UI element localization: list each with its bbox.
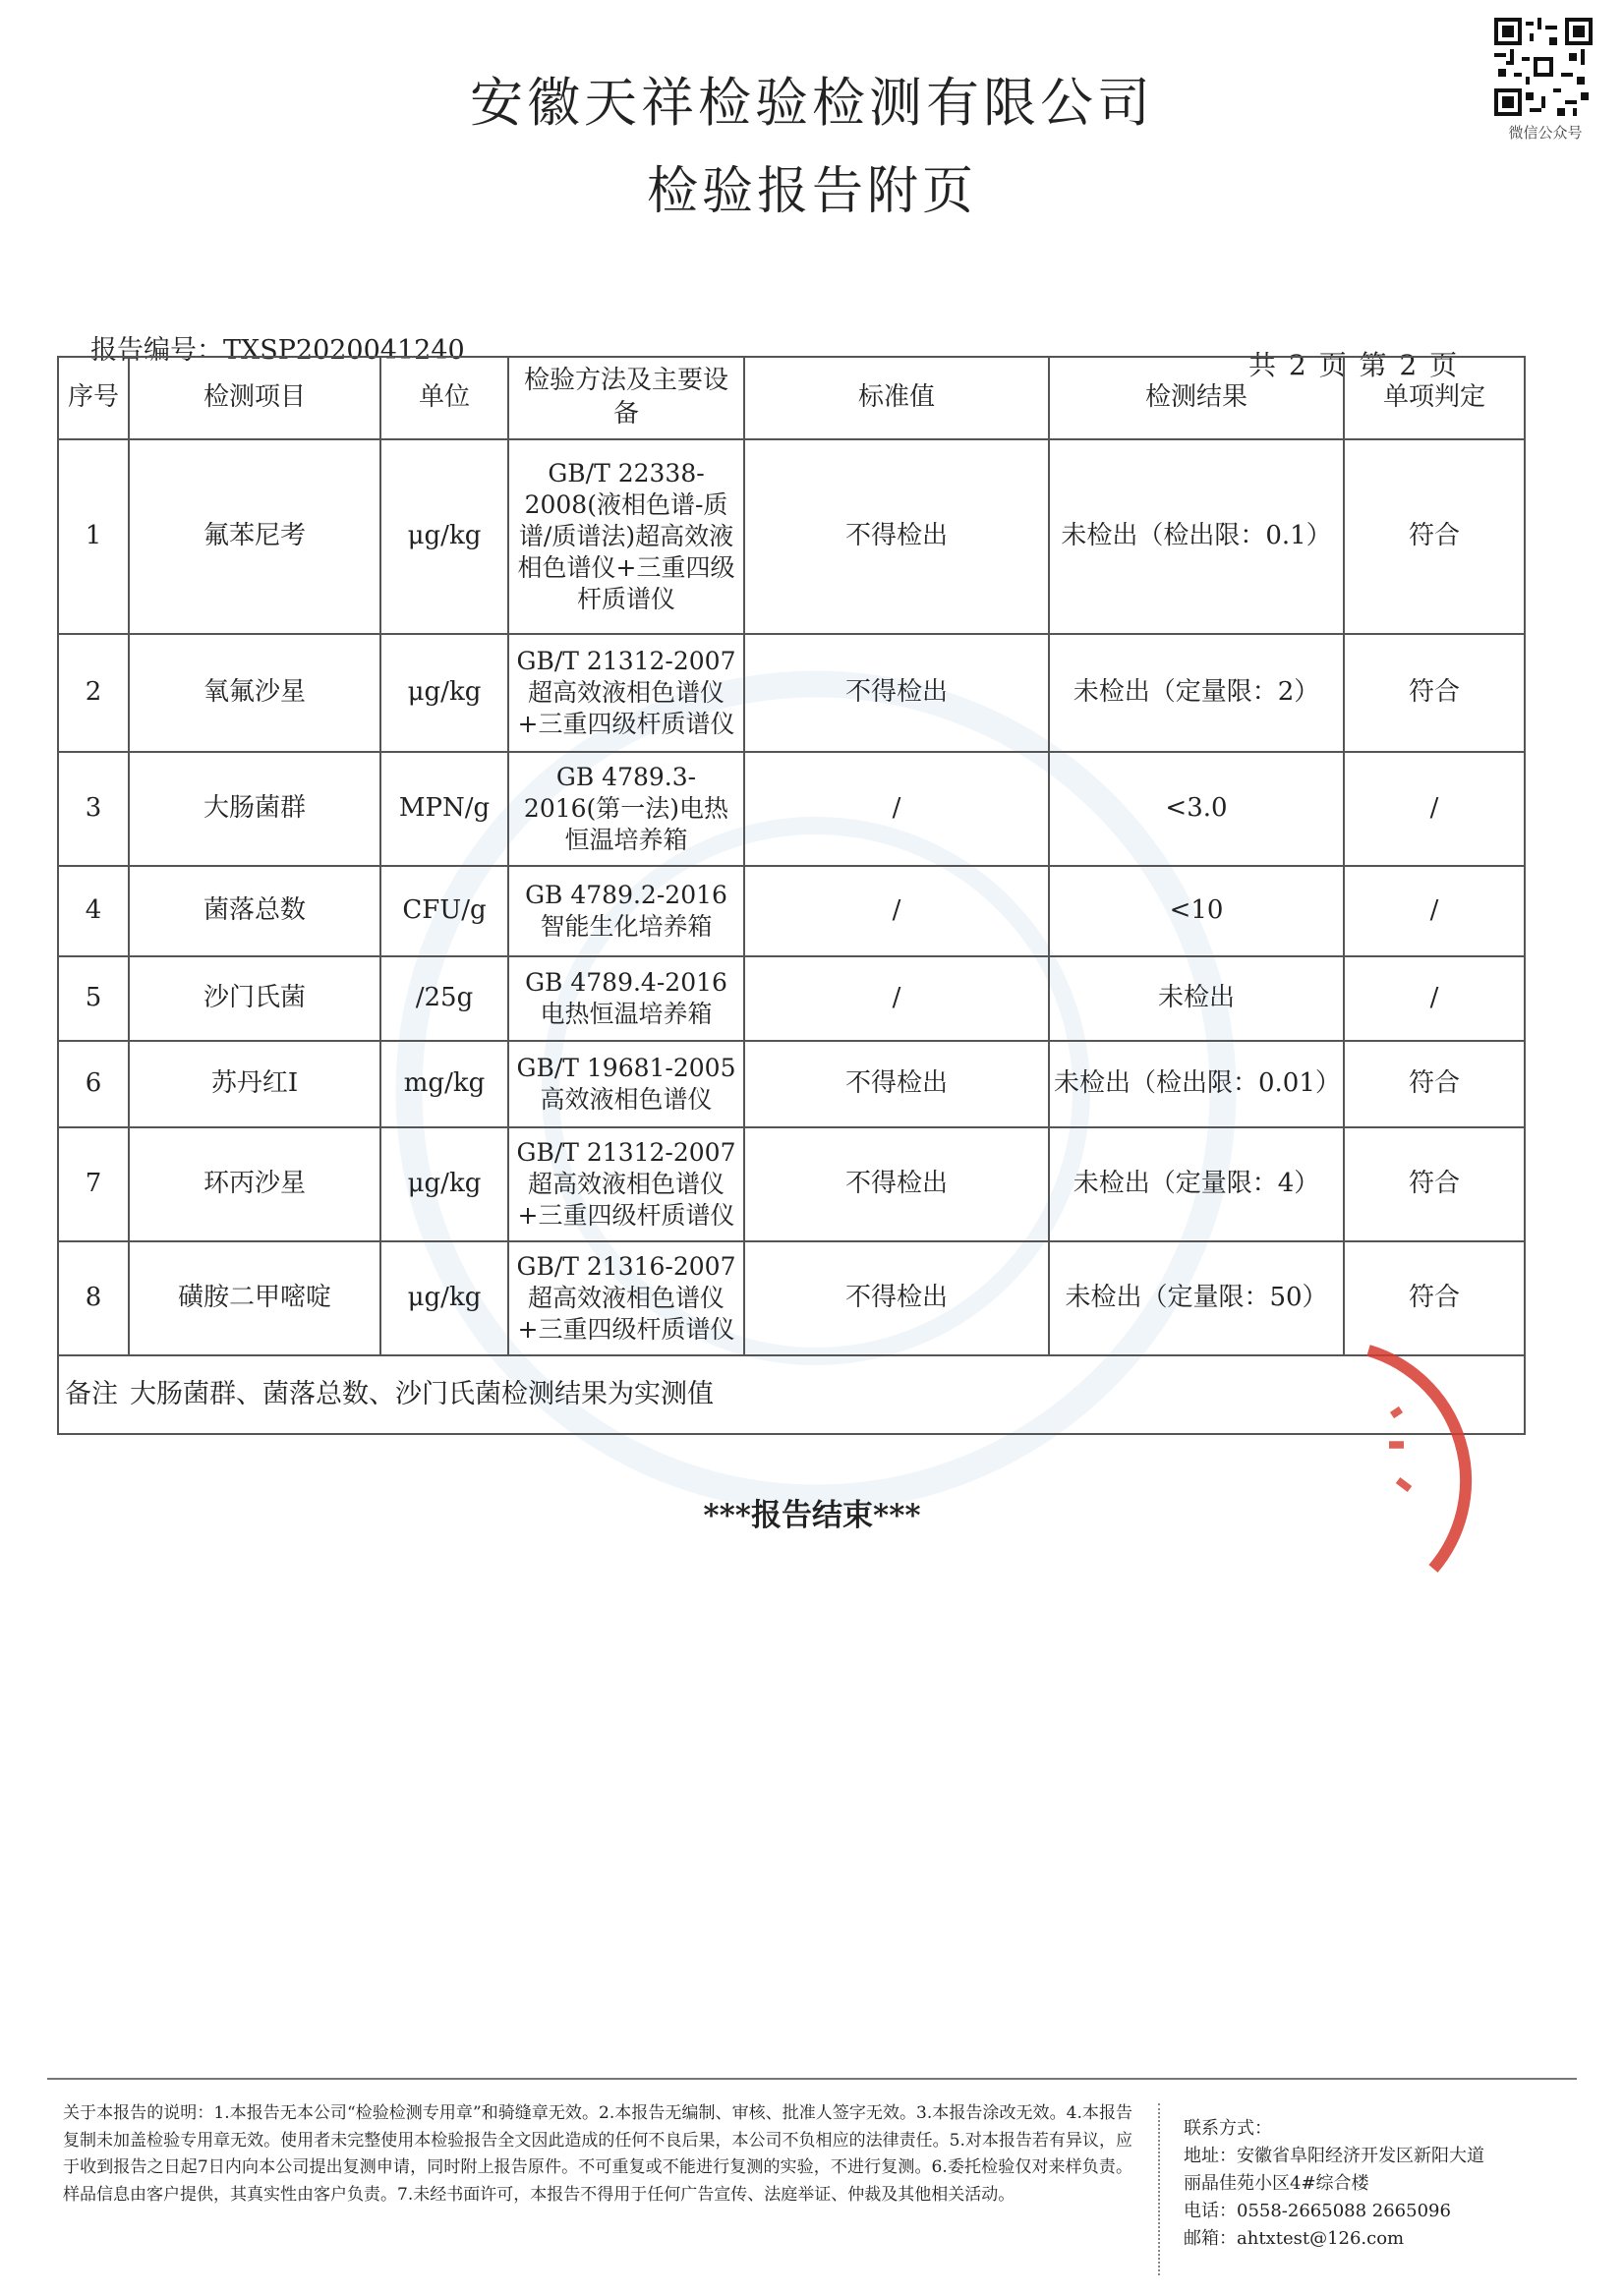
contact-title: 联系方式： xyxy=(1184,2118,1272,2139)
cell-method: GB/T 21312-2007超高效液相色谱仪+三重四级杆质谱仪 xyxy=(508,634,744,752)
cell-standard: 不得检出 xyxy=(744,1041,1049,1127)
cell-result: 未检出（定量限：2） xyxy=(1049,634,1344,752)
cell-standard: 不得检出 xyxy=(744,1241,1049,1355)
cell-judgement: 符合 xyxy=(1344,1127,1525,1241)
cell-no: 5 xyxy=(58,956,129,1041)
table-row xyxy=(58,866,1525,956)
cell-unit: μg/kg xyxy=(380,634,508,752)
cell-result: 未检出 xyxy=(1049,956,1344,1041)
cell-unit: MPN/g xyxy=(380,752,508,866)
footer-separator xyxy=(1158,2103,1160,2275)
header-result: 检测结果 xyxy=(1049,357,1344,439)
contact-email: 邮箱：ahtxtest@126.com xyxy=(1184,2228,1405,2250)
cell-standard: / xyxy=(744,866,1049,956)
cell-standard: 不得检出 xyxy=(744,439,1049,634)
cell-unit: /25g xyxy=(380,956,508,1041)
cell-unit: μg/kg xyxy=(380,1241,508,1355)
cell-judgement: / xyxy=(1344,866,1525,956)
table-row xyxy=(58,439,1525,634)
cell-item: 沙门氏菌 xyxy=(129,956,380,1041)
cell-method: GB/T 22338-2008(液相色谱-质谱/质谱法)超高效液相色谱仪+三重四级杆质谱仪 xyxy=(508,439,744,634)
cell-unit: mg/kg xyxy=(380,1041,508,1127)
table-row xyxy=(58,1241,1525,1355)
cell-standard: / xyxy=(744,752,1049,866)
remark-text: 大肠菌群、菌落总数、沙门氏菌检测结果为实测值 xyxy=(130,1379,714,1410)
page-info: 共 2 页 第 2 页 xyxy=(1248,349,1460,381)
cell-standard: 不得检出 xyxy=(744,634,1049,752)
report-end-mark: ***报告结束*** xyxy=(703,1498,921,1533)
cell-result: 未检出（定量限：4） xyxy=(1049,1127,1344,1241)
document-subtitle: 检验报告附页 xyxy=(646,162,977,221)
cell-method: GB/T 19681-2005高效液相色谱仪 xyxy=(508,1041,744,1127)
cell-judgement: 符合 xyxy=(1344,1041,1525,1127)
contact-info xyxy=(1184,2115,1596,2253)
cell-judgement: 符合 xyxy=(1344,1241,1525,1355)
header-no: 序号 xyxy=(58,357,129,439)
cell-judgement: 符合 xyxy=(1344,439,1525,634)
cell-result: 未检出（定量限：50） xyxy=(1049,1241,1344,1355)
cell-result: 未检出（检出限：0.01） xyxy=(1049,1041,1344,1127)
header-judgement: 单项判定 xyxy=(1344,357,1525,439)
footer-divider xyxy=(47,2078,1577,2080)
remark-label: 备注 xyxy=(65,1379,118,1410)
cell-result: 未检出（检出限：0.1） xyxy=(1049,439,1344,634)
cell-no: 7 xyxy=(58,1127,129,1241)
red-stamp-icon xyxy=(1345,1297,1624,1592)
cell-method: GB 4789.4-2016电热恒温培养箱 xyxy=(508,956,744,1041)
cell-method: GB 4789.2-2016智能生化培养箱 xyxy=(508,866,744,956)
company-name: 安徽天祥检验检测有限公司 xyxy=(470,72,1154,134)
cell-judgement: / xyxy=(1344,752,1525,866)
cell-no: 3 xyxy=(58,752,129,866)
table-row xyxy=(58,956,1525,1041)
cell-result: <3.0 xyxy=(1049,752,1344,866)
cell-judgement: 符合 xyxy=(1344,634,1525,752)
table-row xyxy=(58,1127,1525,1241)
remark-row xyxy=(58,1355,1525,1434)
cell-no: 1 xyxy=(58,439,129,634)
report-number: 报告编号：TXSP2020041240 xyxy=(90,335,465,366)
cell-item: 苏丹红Ⅰ xyxy=(129,1041,380,1127)
table-header-row xyxy=(58,357,1525,439)
cell-no: 8 xyxy=(58,1241,129,1355)
cell-no: 2 xyxy=(58,634,129,752)
header-item: 检测项目 xyxy=(129,357,380,439)
table-row xyxy=(58,1041,1525,1127)
cell-unit: μg/kg xyxy=(380,1127,508,1241)
cell-standard: / xyxy=(744,956,1049,1041)
cell-judgement: / xyxy=(1344,956,1525,1041)
remark-cell xyxy=(58,1355,1525,1434)
cell-standard: 不得检出 xyxy=(744,1127,1049,1241)
contact-phone: 电话：0558-2665088 2665096 xyxy=(1184,2201,1451,2222)
cell-result: <10 xyxy=(1049,866,1344,956)
table-row xyxy=(58,752,1525,866)
cell-unit: CFU/g xyxy=(380,866,508,956)
cell-method: GB 4789.3-2016(第一法)电热恒温培养箱 xyxy=(508,752,744,866)
cell-item: 大肠菌群 xyxy=(129,752,380,866)
qr-caption: 微信公众号 xyxy=(1508,124,1583,142)
cell-no: 6 xyxy=(58,1041,129,1127)
header-unit: 单位 xyxy=(380,357,508,439)
table-row xyxy=(58,634,1525,752)
cell-item: 环丙沙星 xyxy=(129,1127,380,1241)
cell-no: 4 xyxy=(58,866,129,956)
header-method: 检验方法及主要设备 xyxy=(508,357,744,439)
cell-item: 氟苯尼考 xyxy=(129,439,380,634)
results-table xyxy=(57,356,1526,1435)
cell-item: 氧氟沙星 xyxy=(129,634,380,752)
qr-code-icon xyxy=(1494,18,1593,116)
cell-unit: μg/kg xyxy=(380,439,508,634)
header-standard: 标准值 xyxy=(744,357,1049,439)
cell-item: 菌落总数 xyxy=(129,866,380,956)
contact-address-line1: 地址：安徽省阜阳经济开发区新阳大道 xyxy=(1184,2146,1484,2167)
cell-method: GB/T 21312-2007超高效液相色谱仪+三重四级杆质谱仪 xyxy=(508,1127,744,1241)
footer-notes: 关于本报告的说明：1.本报告无本公司“检验检测专用章”和骑缝章无效。2.本报告无编制、审核、批准人签字无效。3.本报告涂改无效。4.本报告复制未加盖检验专用章无效。使用者未完整使用本检验报告全文因此造成的任何不良后果，本公司不负相应的法律责任。5.对本报告若有异议，应于收到报告之日起7日内向本公司提出复测申请，同时附上报告原件。不可重复或不能进行复测的实验，不进行复测。6.委托检验仅对来样负责。样品信息由客户提供，其真实性由客户负责。7.未经书面许可，本报告不得用于任何广告宣传、法庭举证、仲裁及其他相关活动。 xyxy=(63,2103,1132,2205)
cell-method: GB/T 21316-2007超高效液相色谱仪+三重四级杆质谱仪 xyxy=(508,1241,744,1355)
contact-address-line2: 丽晶佳苑小区4#综合楼 xyxy=(1184,2173,1369,2195)
cell-item: 磺胺二甲嘧啶 xyxy=(129,1241,380,1355)
